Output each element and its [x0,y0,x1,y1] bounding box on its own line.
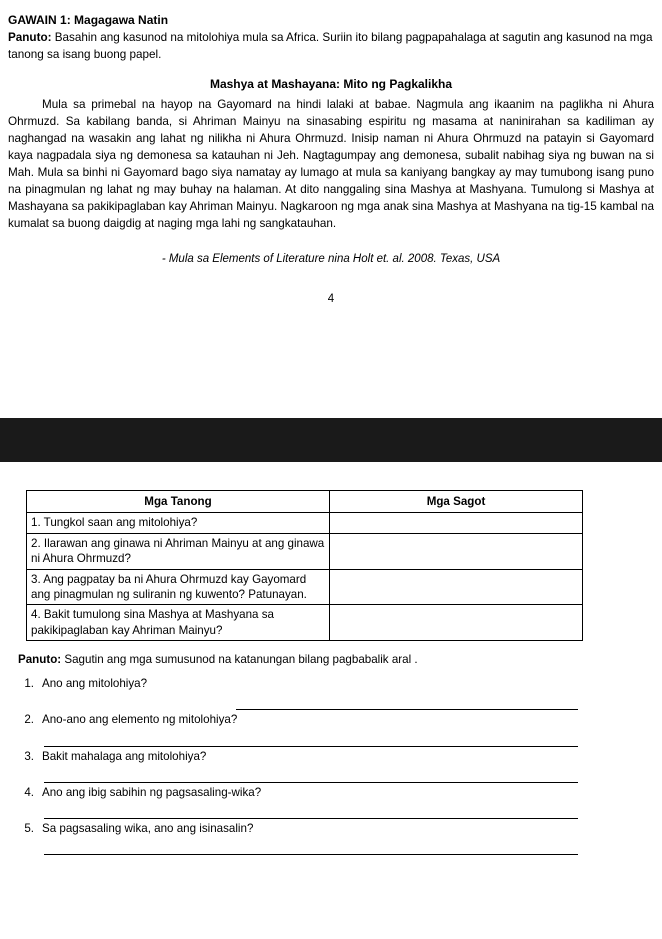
question-text: Sa pagsasaling wika, ano ang isinasalin? [42,822,254,836]
table-row [27,533,583,569]
list-item [8,821,654,855]
list-item [8,676,654,710]
review-question-row [8,785,654,801]
list-item [8,749,654,783]
activity-title: : Magagawa Natin [66,13,169,27]
question-number: 5. [24,822,34,836]
table-answer-cell[interactable] [330,605,583,641]
review-panuto-label: Panuto: [18,653,62,667]
question-number: 4. [24,785,34,799]
source-citation: - Mula sa Elements of Literature nina Holt et. al. 2008. Texas, USA [161,252,501,265]
activity-label: GAWAIN 1 [8,13,67,27]
column-header-questions: Mga Tanong [27,491,330,513]
answer-write-line[interactable] [44,729,578,747]
review-instruction [18,653,654,666]
answer-write-line[interactable] [44,765,578,783]
question-text: Ano-ano ang elemento ng mitolohiya? [42,713,238,727]
story-title: Mashya at Mashayana: Mito ng Pagkalikha [209,76,453,91]
page-divider-bar [0,418,662,462]
table-question-cell: 4. Bakit tumulong sina Mashya at Mashyana sa pakikipaglaban kay Ahriman Mainyu? [27,605,330,641]
question-text: Ano ang ibig sabihin ng pagsasaling-wika? [42,785,262,799]
worksheet-bottom-section [0,490,662,857]
review-question-list [8,676,654,855]
question-text: Bakit mahalaga ang mitolohiya? [42,749,207,763]
story-body: Mula sa primebal na hayop na Gayomard na hindi lalaki at babae. Nagmula ang ikaanim na paglikha ni Ahura Ohrmuzd. Sa kabilang banda, si Ahriman Mainyu na sinasabing espiritu ng masama at naninirahan sa kadiliman ay naghangad na wasakin ang lahat ng nilikha ni Ahura Ohrmuzd. Inisip naman ni Ahura Ohrmuzd na patayin si Gayomard kaya nagpadala siya ng demonesa sa katauhan ni Jeh. Nagtagumpay ang demonesa, subalit nabihag siya ng buwan na si Mah. Mula sa binhi ni Gayomard bago siya namatay ay lumago at mula sa kaniyang bangkay ay may tumubong isang puno na pinagmulan ng lahat ng may buhay na halaman. At dito nanggaling sina Mashya at Mashyana. Tumulong si Mashya at Mashayana sa pakikipaglaban kay Ahriman Mainyu. Nagkaroon ng mga anak sina Mashya at Mashyana na tig-15 kambal na kumalat sa buong daigdig at naging mga lahi ng sangkatauhan. [8,97,654,230]
list-item [8,785,654,819]
worksheet-top-section [0,0,662,305]
review-question-row [8,712,654,728]
table-row [27,513,583,533]
table-question-cell: 2. Ilarawan ang ginawa ni Ahriman Mainyu at ang ginawa ni Ahura Ohrmuzd? [27,533,330,569]
table-answer-cell[interactable] [330,569,583,605]
question-number: 3. [24,749,34,763]
panuto-instruction [8,30,654,63]
review-panuto-text: Sagutin ang mga sumusunod na katanungan bilang pagbabalik aral . [61,653,418,667]
table-row [27,569,583,605]
review-question-row [8,676,654,692]
answer-write-line[interactable] [236,692,578,710]
answer-write-line[interactable] [44,801,578,819]
question-answer-table [26,490,583,641]
table-answer-cell[interactable] [330,513,583,533]
panuto-label: Panuto: [8,31,52,45]
list-item [8,712,654,746]
question-number: 2. [24,713,34,727]
table-header-row [27,491,583,513]
table-row [27,605,583,641]
review-question-row [8,749,654,765]
page-number: 4 [327,292,335,305]
table-question-cell: 1. Tungkol saan ang mitolohiya? [27,513,330,533]
column-header-answers: Mga Sagot [330,491,583,513]
table-answer-cell[interactable] [330,533,583,569]
table-question-cell: 3. Ang pagpatay ba ni Ahura Ohrmuzd kay Gayomard ang pinagmulan ng suliranin ng kuwento? Patunayan. [27,569,330,605]
question-number: 1. [24,677,34,691]
review-question-row [8,821,654,837]
answer-write-line[interactable] [44,837,578,855]
activity-heading [8,12,654,28]
question-text: Ano ang mitolohiya? [42,677,148,691]
panuto-text: Basahin ang kasunod na mitolohiya mula sa Africa. Suriin ito bilang pagpapahalaga at sagutin ang kasunod na mga tanong sa isang buong papel. [8,31,653,61]
